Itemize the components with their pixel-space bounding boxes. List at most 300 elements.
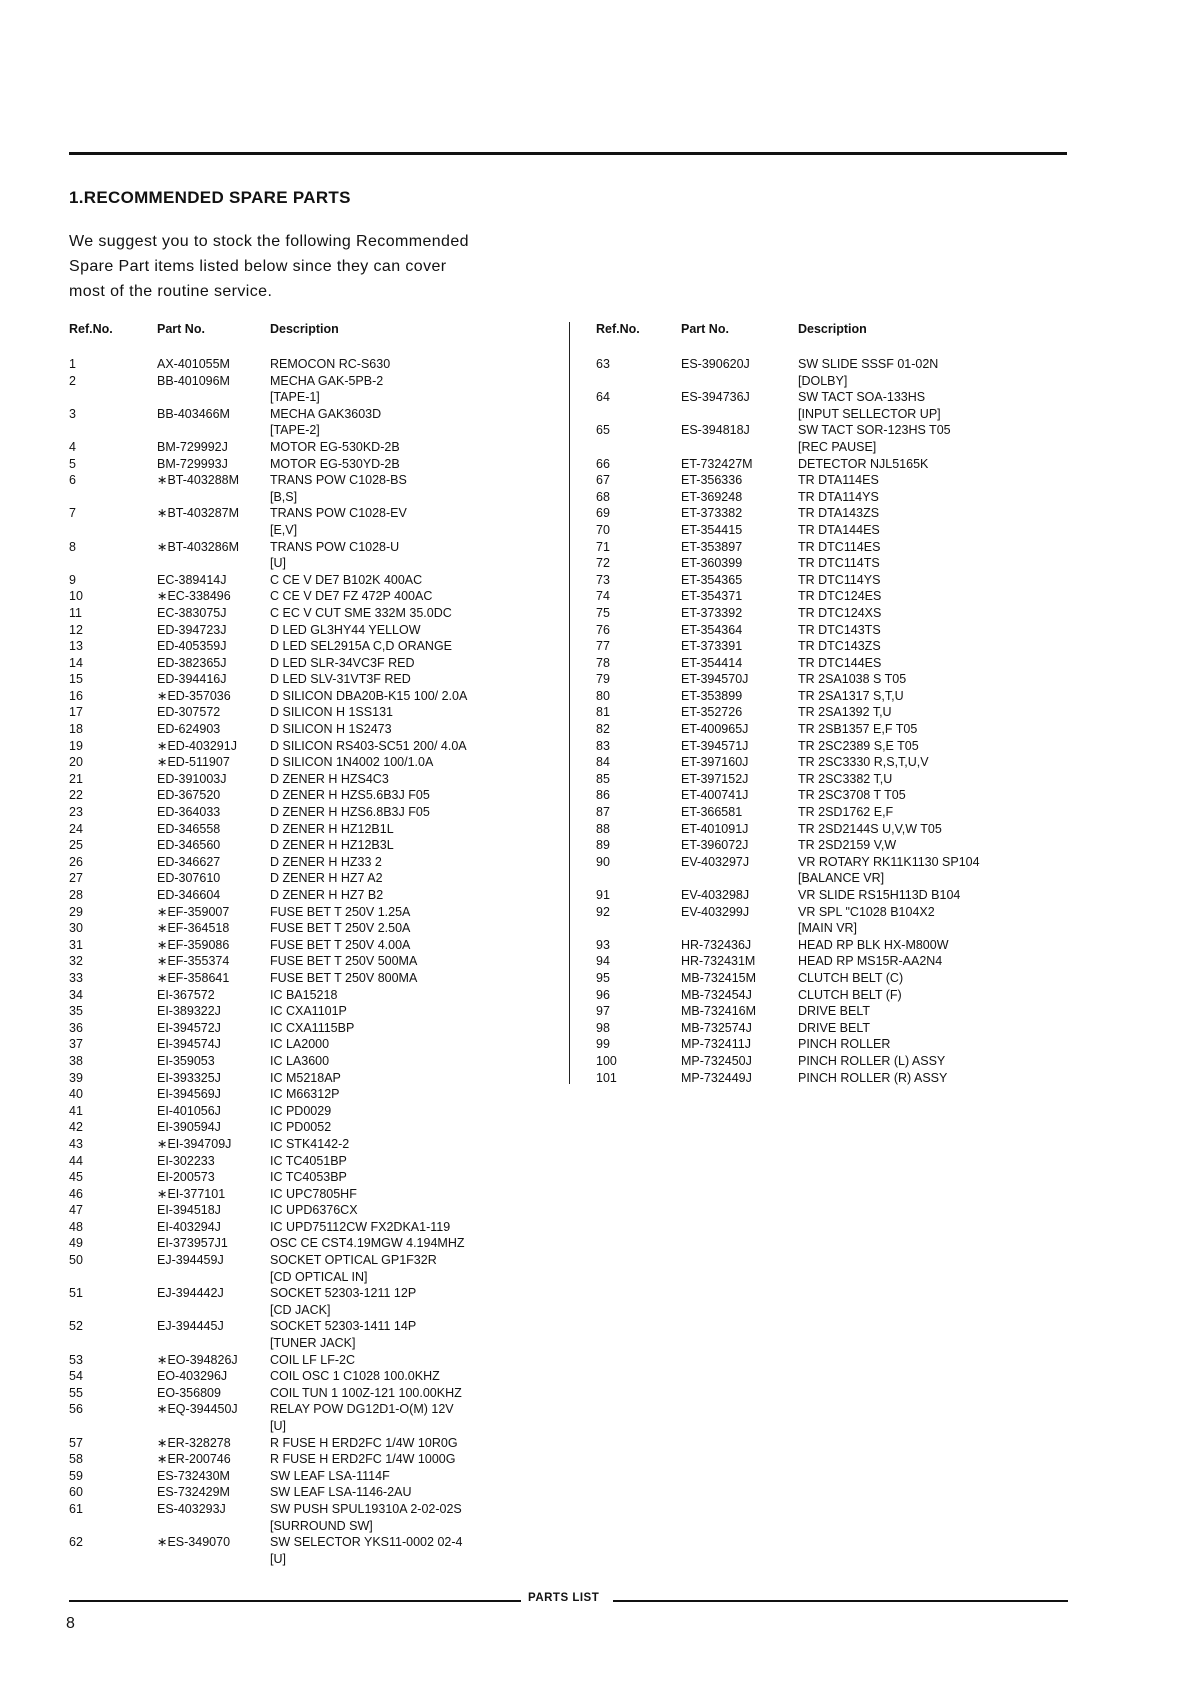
description-line: SW TACT SOR-123HS T05 xyxy=(798,423,951,438)
part-number: ET-354365 xyxy=(681,572,743,587)
description-line: SOCKET OPTICAL GP1F32R xyxy=(270,1253,437,1268)
part-description xyxy=(270,1103,331,1120)
part-number: ∗EI-394709J xyxy=(157,1136,232,1151)
description-line: D LED SEL2915A C,D ORANGE xyxy=(270,639,453,654)
description-line: D ZENER H HZ12B3L xyxy=(270,838,394,853)
part-description xyxy=(270,1070,341,1087)
ref-number: 65 xyxy=(596,423,610,438)
part-description xyxy=(270,671,411,688)
ref-number: 8 xyxy=(69,539,76,554)
part-number: ET-353899 xyxy=(681,688,743,703)
ref-number: 99 xyxy=(596,1037,610,1052)
description-line: TR 2SD2144S U,V,W T05 xyxy=(798,821,942,836)
table-row xyxy=(596,539,1066,556)
description-line: D ZENER H HZ7 A2 xyxy=(270,871,383,886)
description-line: PINCH ROLLER xyxy=(798,1037,891,1052)
part-number: ED-624903 xyxy=(157,722,221,737)
part-description xyxy=(798,1070,947,1087)
description-line: D LED GL3HY44 YELLOW xyxy=(270,622,421,637)
ref-number: 94 xyxy=(596,954,610,969)
description-line: HEAD RP BLK HX-M800W xyxy=(798,937,949,952)
table-row xyxy=(69,854,569,871)
part-description xyxy=(798,821,942,838)
table-row xyxy=(596,704,1066,721)
part-number: ED-394723J xyxy=(157,622,227,637)
description-line: D ZENER H HZ12B1L xyxy=(270,821,394,836)
description-line: MOTOR EG-530YD-2B xyxy=(270,456,400,471)
part-description xyxy=(270,787,430,804)
ref-number: 98 xyxy=(596,1020,610,1035)
part-number: ET-401091J xyxy=(681,821,749,836)
ref-number: 89 xyxy=(596,838,610,853)
part-description xyxy=(798,572,880,589)
description-line: D SILICON 1N4002 100/1.0A xyxy=(270,755,434,770)
table-row xyxy=(596,389,1066,422)
part-number: HR-732431M xyxy=(681,954,756,969)
part-number: MB-732416M xyxy=(681,1004,757,1019)
part-description xyxy=(270,1451,455,1468)
part-description xyxy=(270,1020,354,1037)
table-row xyxy=(69,1186,569,1203)
table-row xyxy=(69,622,569,639)
table-row xyxy=(596,638,1066,655)
part-description xyxy=(798,1020,870,1037)
part-description xyxy=(798,771,892,788)
description-line: SW SLIDE SSSF 01-02N xyxy=(798,357,939,371)
part-number: EI-394572J xyxy=(157,1020,221,1035)
part-number: EC-383075J xyxy=(157,605,227,620)
table-row xyxy=(596,1003,1066,1020)
part-number: EV-403298J xyxy=(681,888,750,902)
table-row xyxy=(69,787,569,804)
header-ref-no: Ref.No. xyxy=(596,322,640,336)
part-number: ET-396072J xyxy=(681,838,749,853)
table-row xyxy=(596,605,1066,622)
part-number: ET-354414 xyxy=(681,655,743,670)
part-description xyxy=(798,389,941,422)
description-line: IC BA15218 xyxy=(270,987,338,1002)
table-row xyxy=(596,821,1066,838)
table-row xyxy=(69,1070,569,1087)
part-number: ET-394571J xyxy=(681,738,749,753)
description-line: MOTOR EG-530KD-2B xyxy=(270,439,400,454)
header-part-no: Part No. xyxy=(681,322,729,336)
description-line: TR DTC114YS xyxy=(798,572,881,587)
table-row xyxy=(69,953,569,970)
description-line: TR DTC143TS xyxy=(798,622,881,637)
table-row xyxy=(69,1119,569,1136)
ref-number: 24 xyxy=(69,821,83,836)
table-row xyxy=(596,804,1066,821)
ref-number: 51 xyxy=(69,1286,83,1301)
description-line: DRIVE BELT xyxy=(798,1004,871,1019)
description-line: TR 2SA1317 S,T,U xyxy=(798,688,904,703)
part-description xyxy=(270,854,382,871)
part-number: ∗BT-403288M xyxy=(157,473,240,488)
ref-number: 2 xyxy=(69,373,76,388)
part-description xyxy=(270,721,392,738)
description-line: D SILICON RS403-SC51 200/ 4.0A xyxy=(270,738,467,753)
description-line: TRANS POW C1028-U xyxy=(270,539,400,554)
part-number: MP-732411J xyxy=(681,1037,751,1052)
part-description xyxy=(270,1235,465,1252)
part-number: EI-367572 xyxy=(157,987,215,1002)
part-description xyxy=(798,837,896,854)
table-row xyxy=(69,1053,569,1070)
part-description xyxy=(798,688,904,705)
description-line: D ZENER H HZS4C3 xyxy=(270,771,389,786)
part-number: ∗ER-200746 xyxy=(157,1452,231,1467)
part-description xyxy=(270,1086,339,1103)
part-number: ED-391003J xyxy=(157,771,227,786)
table-row xyxy=(69,572,569,589)
table-row xyxy=(596,787,1066,804)
part-number: EV-403297J xyxy=(681,854,750,869)
table-row xyxy=(69,1352,569,1369)
description-line: IC STK4142-2 xyxy=(270,1136,350,1151)
table-row xyxy=(69,1368,569,1385)
table-row xyxy=(596,555,1066,572)
footer-rule-left xyxy=(69,1600,521,1602)
description-line: TR DTA143ZS xyxy=(798,506,880,521)
part-description xyxy=(270,572,422,589)
ref-number: 62 xyxy=(69,1535,83,1550)
description-line: IC UPD6376CX xyxy=(270,1203,358,1218)
table-row xyxy=(596,456,1066,473)
parts-table-right xyxy=(596,322,1066,1086)
part-description xyxy=(798,904,935,937)
part-number: ∗EC-338496 xyxy=(157,589,231,604)
description-line: IC CXA1115BP xyxy=(270,1020,355,1035)
table-row xyxy=(69,588,569,605)
description-line: DRIVE BELT xyxy=(798,1020,871,1035)
ref-number: 25 xyxy=(69,838,83,853)
part-description xyxy=(798,754,929,771)
ref-number: 85 xyxy=(596,771,610,786)
ref-number: 79 xyxy=(596,672,610,687)
table-row xyxy=(69,738,569,755)
part-number: EI-394574J xyxy=(157,1037,221,1052)
description-line: TR DTA144ES xyxy=(798,522,880,537)
table-row xyxy=(596,887,1066,904)
table-row xyxy=(69,1086,569,1103)
part-number: ∗ES-349070 xyxy=(157,1535,231,1550)
ref-number: 36 xyxy=(69,1020,83,1035)
part-number: ∗EO-394826J xyxy=(157,1352,238,1367)
table-row xyxy=(69,1285,569,1318)
description-line: TR 2SC2389 S,E T05 xyxy=(798,738,919,753)
description-line: IC PD0029 xyxy=(270,1103,332,1118)
part-description xyxy=(270,539,399,572)
ref-number: 56 xyxy=(69,1402,83,1417)
table-row xyxy=(69,671,569,688)
table-row xyxy=(69,920,569,937)
table-row xyxy=(69,1534,569,1567)
description-line: TR DTA114ES xyxy=(798,473,879,488)
description-line: MECHA GAK3603D xyxy=(270,406,382,421)
part-description xyxy=(270,456,400,473)
table-row xyxy=(69,505,569,538)
part-number: ET-354364 xyxy=(681,622,743,637)
ref-number: 12 xyxy=(69,622,83,637)
part-description xyxy=(270,605,452,622)
ref-number: 46 xyxy=(69,1186,83,1201)
ref-number: 30 xyxy=(69,921,83,936)
table-row xyxy=(596,671,1066,688)
description-line: TR 2SD1762 E,F xyxy=(798,805,894,820)
ref-number: 9 xyxy=(69,572,76,587)
description-line: TR DTC114TS xyxy=(798,556,880,571)
part-number: ES-403293J xyxy=(157,1501,226,1516)
table-row xyxy=(69,987,569,1004)
ref-number: 58 xyxy=(69,1452,83,1467)
ref-number: 45 xyxy=(69,1170,83,1185)
part-number: EV-403299J xyxy=(681,904,750,919)
part-description xyxy=(270,1534,462,1567)
ref-number: 20 xyxy=(69,755,83,770)
table-row xyxy=(596,1036,1066,1053)
part-description xyxy=(270,704,393,721)
part-description xyxy=(798,721,917,738)
part-description xyxy=(270,754,433,771)
ref-number: 22 xyxy=(69,788,83,803)
table-row xyxy=(69,356,569,373)
part-number: EJ-394442J xyxy=(157,1286,224,1301)
ref-number: 33 xyxy=(69,970,83,985)
ref-number: 44 xyxy=(69,1153,83,1168)
part-description xyxy=(270,970,417,987)
description-line: IC M66312P xyxy=(270,1087,340,1102)
description-line: TR 2SC3708 T T05 xyxy=(798,788,906,803)
description-line: IC CXA1101P xyxy=(270,1004,347,1019)
table-row xyxy=(596,688,1066,705)
part-description xyxy=(798,937,949,954)
ref-number: 81 xyxy=(596,705,610,720)
ref-number: 67 xyxy=(596,473,610,488)
table-row xyxy=(596,505,1066,522)
ref-number: 92 xyxy=(596,904,610,919)
ref-number: 39 xyxy=(69,1070,83,1085)
part-description xyxy=(270,588,432,605)
ref-number: 71 xyxy=(596,539,610,554)
description-line: [BALANCE VR] xyxy=(798,871,885,886)
part-description xyxy=(270,887,383,904)
description-line: REMOCON RC-S630 xyxy=(270,357,391,371)
ref-number: 96 xyxy=(596,987,610,1002)
part-number: ET-366581 xyxy=(681,805,743,820)
description-line: TR DTC114ES xyxy=(798,539,881,554)
description-line: IC TC4051BP xyxy=(270,1153,347,1168)
description-line: [U] xyxy=(270,1551,286,1566)
description-line: TRANS POW C1028-EV xyxy=(270,506,407,521)
description-line: IC UPC7805HF xyxy=(270,1186,357,1201)
part-description xyxy=(798,555,880,572)
section-title: 1.RECOMMENDED SPARE PARTS xyxy=(69,188,351,207)
part-number: ∗ED-403291J xyxy=(157,738,237,753)
part-number: ED-405359J xyxy=(157,639,227,654)
description-line: OSC CE CST4.19MGW 4.194MHZ xyxy=(270,1236,465,1251)
ref-number: 80 xyxy=(596,688,610,703)
table-row xyxy=(69,605,569,622)
ref-number: 48 xyxy=(69,1219,83,1234)
part-description xyxy=(270,953,417,970)
part-number: ED-367520 xyxy=(157,788,221,803)
description-line: PINCH ROLLER (R) ASSY xyxy=(798,1070,948,1085)
description-line: TR DTC124XS xyxy=(798,605,882,620)
part-description xyxy=(798,854,980,887)
intro-line: most of the routine service. xyxy=(69,283,273,300)
part-number: ∗EQ-394450J xyxy=(157,1402,238,1417)
part-number: BM-729992J xyxy=(157,439,228,454)
table-row xyxy=(69,1003,569,1020)
ref-number: 37 xyxy=(69,1037,83,1052)
part-description xyxy=(270,373,383,406)
part-description xyxy=(798,738,919,755)
part-description xyxy=(798,422,951,455)
part-number: ET-356336 xyxy=(681,473,743,488)
part-description xyxy=(270,1202,358,1219)
table-row xyxy=(69,539,569,572)
description-line: R FUSE H ERD2FC 1/4W 10R0G xyxy=(270,1435,458,1450)
part-number: ∗BT-403286M xyxy=(157,539,240,554)
table-row xyxy=(596,1020,1066,1037)
intro-line: Spare Part items listed below since they can cover xyxy=(69,258,447,275)
part-number: ED-394416J xyxy=(157,672,227,687)
table-row xyxy=(69,704,569,721)
part-description xyxy=(798,539,880,556)
part-number: ∗EF-355374 xyxy=(157,954,230,969)
description-line: [TAPE-2] xyxy=(270,423,320,438)
description-line: SW LEAF LSA-1146-2AU xyxy=(270,1485,412,1500)
part-description xyxy=(270,771,389,788)
table-row xyxy=(69,1219,569,1236)
description-line: [TUNER JACK] xyxy=(270,1336,356,1351)
description-line: TR DTC143ZS xyxy=(798,639,881,654)
description-line: [TAPE-1] xyxy=(270,390,320,405)
ref-number: 68 xyxy=(596,489,610,504)
ref-number: 101 xyxy=(596,1070,617,1085)
intro-line: We suggest you to stock the following Recommended xyxy=(69,233,469,250)
part-description xyxy=(798,704,892,721)
ref-number: 53 xyxy=(69,1352,83,1367)
part-number: ES-732430M xyxy=(157,1468,230,1483)
part-description xyxy=(270,1368,440,1385)
part-number: ED-346604 xyxy=(157,888,221,902)
table-row xyxy=(69,754,569,771)
page-number: 8 xyxy=(66,1615,75,1632)
part-description xyxy=(270,1186,357,1203)
ref-number: 27 xyxy=(69,871,83,886)
part-description xyxy=(270,356,390,373)
ref-number: 49 xyxy=(69,1236,83,1251)
part-number: EI-389322J xyxy=(157,1004,221,1019)
description-line: TR DTA114YS xyxy=(798,489,879,504)
part-number: ET-352726 xyxy=(681,705,743,720)
ref-number: 29 xyxy=(69,904,83,919)
ref-number: 72 xyxy=(596,556,610,571)
ref-number: 28 xyxy=(69,888,83,902)
part-number: ∗BT-403287M xyxy=(157,506,240,521)
part-number: ED-307610 xyxy=(157,871,221,886)
part-description xyxy=(798,456,928,473)
part-number: ∗EF-359086 xyxy=(157,937,230,952)
description-line: TR 2SB1357 E,F T05 xyxy=(798,722,918,737)
table-header xyxy=(596,322,1066,356)
ref-number: 91 xyxy=(596,888,610,902)
top-rule xyxy=(69,152,1067,155)
part-number: ET-373391 xyxy=(681,639,743,654)
table-row xyxy=(69,771,569,788)
part-description xyxy=(798,1003,870,1020)
ref-number: 60 xyxy=(69,1485,83,1500)
description-line: SOCKET 52303-1411 14P xyxy=(270,1319,417,1334)
table-row xyxy=(596,422,1066,455)
description-line: D SILICON DBA20B-K15 100/ 2.0A xyxy=(270,688,468,703)
table-row xyxy=(69,904,569,921)
part-description xyxy=(270,1501,462,1534)
table-row xyxy=(69,1451,569,1468)
ref-number: 90 xyxy=(596,854,610,869)
description-line: COIL OSC 1 C1028 100.0KHZ xyxy=(270,1369,440,1384)
part-description xyxy=(270,837,394,854)
ref-number: 93 xyxy=(596,937,610,952)
description-line: FUSE BET T 250V 800MA xyxy=(270,970,418,985)
part-description xyxy=(798,887,960,904)
ref-number: 82 xyxy=(596,722,610,737)
ref-number: 100 xyxy=(596,1053,617,1068)
part-description xyxy=(270,904,410,921)
part-number: ET-373392 xyxy=(681,605,743,620)
part-description xyxy=(270,505,407,538)
part-description xyxy=(270,1219,450,1236)
table-row xyxy=(69,1153,569,1170)
ref-number: 52 xyxy=(69,1319,83,1334)
ref-number: 7 xyxy=(69,506,76,521)
description-line: IC LA3600 xyxy=(270,1053,330,1068)
ref-number: 47 xyxy=(69,1203,83,1218)
description-line: CLUTCH BELT (C) xyxy=(798,970,904,985)
table-row xyxy=(69,1435,569,1452)
part-description xyxy=(798,356,938,389)
description-line: D ZENER H HZS5.6B3J F05 xyxy=(270,788,430,803)
part-number: AX-401055M xyxy=(157,357,230,371)
ref-number: 21 xyxy=(69,771,83,786)
table-row xyxy=(69,688,569,705)
part-number: ED-346627 xyxy=(157,854,221,869)
ref-number: 59 xyxy=(69,1468,83,1483)
table-row xyxy=(69,1169,569,1186)
ref-number: 5 xyxy=(69,456,76,471)
part-description xyxy=(798,472,879,489)
part-number: ∗EF-358641 xyxy=(157,970,230,985)
ref-number: 10 xyxy=(69,589,83,604)
description-line: SW SELECTOR YKS11-0002 02-4 xyxy=(270,1535,463,1550)
part-description xyxy=(270,1385,462,1402)
part-number: EO-356809 xyxy=(157,1385,221,1400)
table-row xyxy=(596,472,1066,489)
table-row xyxy=(69,456,569,473)
part-number: ET-394570J xyxy=(681,672,749,687)
description-line: FUSE BET T 250V 500MA xyxy=(270,954,418,969)
part-number: MB-732454J xyxy=(681,987,752,1002)
part-description xyxy=(798,953,942,970)
header-part-no: Part No. xyxy=(157,322,205,336)
description-line: VR ROTARY RK11K1130 SP104 xyxy=(798,854,980,869)
part-number: ET-400741J xyxy=(681,788,749,803)
part-description xyxy=(270,688,467,705)
description-line: SW LEAF LSA-1114F xyxy=(270,1468,390,1483)
ref-number: 11 xyxy=(69,605,82,620)
